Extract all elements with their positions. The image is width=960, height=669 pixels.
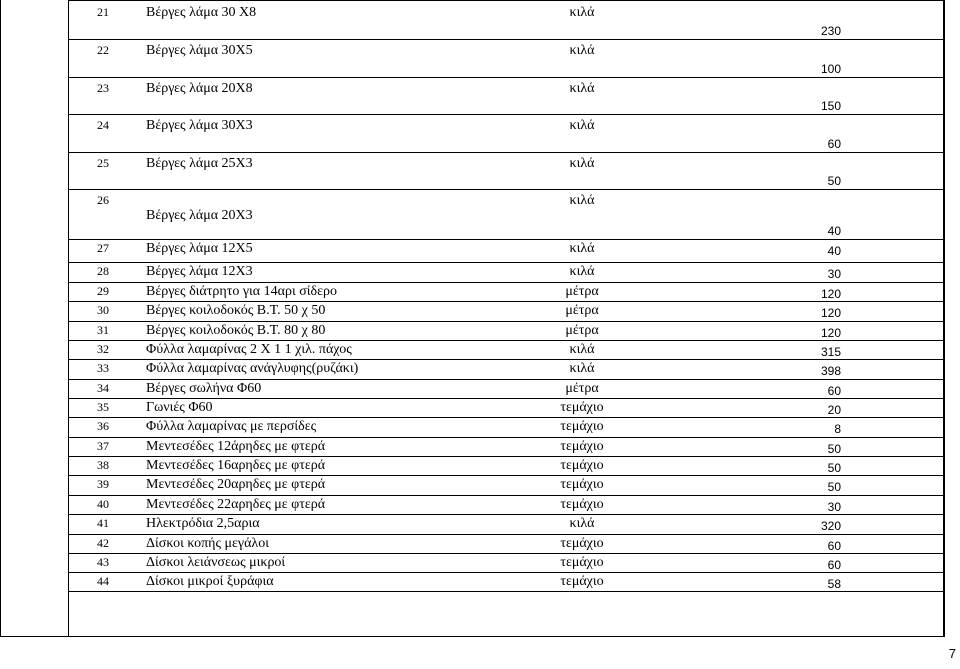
- item-description: Δίσκοι κοπής μεγάλοι: [146, 536, 269, 551]
- row-number: 35: [97, 400, 109, 414]
- table-row: [0, 535, 943, 554]
- item-unit: κιλά: [569, 43, 595, 58]
- table-row: [0, 153, 943, 190]
- item-unit: μέτρα: [565, 381, 599, 396]
- table-row: [0, 515, 943, 535]
- row-number: 27: [97, 241, 109, 255]
- item-quantity: 50: [827, 442, 841, 456]
- table-row: [0, 360, 943, 380]
- row-number: 33: [97, 361, 109, 375]
- item-quantity: 150: [820, 99, 841, 113]
- item-unit: τεμάχιο: [560, 497, 604, 512]
- table-row: [0, 40, 943, 78]
- item-description: Δίσκοι μικροί ξυράφια: [146, 574, 274, 589]
- row-number: 38: [97, 458, 109, 472]
- item-quantity: 60: [827, 558, 841, 572]
- table-row: [0, 263, 943, 283]
- item-quantity: 100: [820, 62, 841, 76]
- table-row: [0, 302, 943, 322]
- item-quantity: 40: [827, 244, 841, 258]
- item-quantity: 60: [827, 539, 841, 553]
- row-number: 34: [97, 381, 109, 395]
- item-quantity: 8: [834, 422, 841, 436]
- item-unit: τεμάχιο: [560, 536, 604, 551]
- row-number: 40: [97, 497, 109, 511]
- item-unit: κιλά: [569, 264, 595, 279]
- row-number: 22: [97, 43, 109, 57]
- item-unit: κιλά: [569, 156, 595, 171]
- table-row: [0, 496, 943, 515]
- page-number: 7: [948, 646, 956, 661]
- row-number: 29: [97, 284, 109, 298]
- item-description: Βέργες λάμα 25Χ3: [146, 156, 253, 171]
- table-row: [0, 240, 943, 263]
- item-quantity: 58: [827, 577, 841, 591]
- item-quantity: 315: [820, 345, 841, 359]
- item-unit: τεμάχιο: [560, 439, 604, 454]
- item-quantity: 60: [827, 137, 841, 151]
- item-unit: τεμάχιο: [560, 400, 604, 415]
- item-description: Βέργες σωλήνα Φ60: [146, 381, 262, 396]
- item-quantity: 398: [820, 364, 841, 378]
- table-row: [0, 2, 943, 40]
- table-row: [0, 418, 943, 438]
- item-quantity: 120: [820, 326, 841, 340]
- item-unit: τεμάχιο: [560, 477, 604, 492]
- table-row: [0, 457, 943, 476]
- item-description: Βέργες λάμα 30 Χ8: [146, 5, 257, 20]
- item-unit: κιλά: [569, 342, 595, 357]
- table-row: [0, 78, 943, 115]
- row-divider: [68, 591, 944, 592]
- item-quantity: 120: [820, 306, 841, 320]
- table-row: [0, 476, 943, 496]
- item-quantity: 50: [827, 174, 841, 188]
- item-description: Βέργες λάμα 20Χ3: [146, 208, 253, 223]
- table-row: [0, 573, 943, 592]
- item-description: Μεντεσέδες 20αρηδες με φτερά: [146, 477, 326, 492]
- row-number: 43: [97, 555, 109, 569]
- item-description: Βέργες λάμα 30Χ3: [146, 118, 253, 133]
- item-quantity: 50: [827, 461, 841, 475]
- item-unit: μέτρα: [565, 284, 599, 299]
- row-number: 28: [97, 264, 109, 278]
- row-number: 23: [97, 81, 109, 95]
- table-row: [0, 341, 943, 360]
- table-row: [0, 283, 943, 302]
- row-number: 42: [97, 536, 109, 550]
- item-quantity: 320: [820, 519, 841, 533]
- table-row: [0, 380, 943, 399]
- item-quantity: 60: [827, 384, 841, 398]
- row-number: 32: [97, 342, 109, 356]
- row-number: 21: [97, 5, 109, 19]
- row-number: 37: [97, 439, 109, 453]
- column-divider: [943, 0, 944, 636]
- row-number: 36: [97, 419, 109, 433]
- item-description: Ηλεκτρόδια 2,5αρια: [146, 516, 260, 531]
- item-quantity: 40: [827, 224, 841, 238]
- item-quantity: 30: [827, 267, 841, 281]
- item-description: Βέργες λάμα 12Χ5: [146, 241, 253, 256]
- row-number: 26: [97, 193, 109, 207]
- row-number: 30: [97, 303, 109, 317]
- item-unit: μέτρα: [565, 303, 599, 318]
- item-unit: κιλά: [569, 241, 595, 256]
- item-unit: τεμάχιο: [560, 555, 604, 570]
- item-description: Φύλλα λαμαρίνας ανάγλυφης(ρυζάκι): [146, 361, 359, 376]
- table-row: [0, 190, 943, 240]
- table-row: [0, 115, 943, 153]
- row-number: 41: [97, 516, 109, 530]
- item-description: Βέργες κοιλοδοκός Β.Τ. 50 χ 50: [146, 303, 326, 318]
- item-quantity: 120: [820, 287, 841, 301]
- table-row: [0, 399, 943, 418]
- item-unit: μέτρα: [565, 323, 599, 338]
- table-row: [0, 322, 943, 341]
- item-quantity: 30: [827, 500, 841, 514]
- row-divider: [68, 0, 944, 1]
- item-unit: τεμάχιο: [560, 458, 604, 473]
- item-description: Βέργες κοιλοδοκός Β.Τ. 80 χ 80: [146, 323, 326, 338]
- table-row: [0, 554, 943, 573]
- row-number: 25: [97, 156, 109, 170]
- item-quantity: 20: [827, 403, 841, 417]
- row-number: 39: [97, 477, 109, 491]
- item-quantity: 230: [820, 24, 841, 38]
- item-description: Μεντεσέδες 16αρηδες με φτερά: [146, 458, 326, 473]
- item-unit: τεμάχιο: [560, 574, 604, 589]
- row-number: 44: [97, 574, 109, 588]
- table-row: [0, 438, 943, 457]
- item-unit: κιλά: [569, 118, 595, 133]
- item-unit: κιλά: [569, 361, 595, 376]
- item-description: Βέργες λάμα 30Χ5: [146, 43, 253, 58]
- item-unit: τεμάχιο: [560, 419, 604, 434]
- row-number: 31: [97, 323, 109, 337]
- item-description: Μεντεσέδες 12άρηδες με φτερά: [146, 439, 326, 454]
- item-unit: κιλά: [569, 516, 595, 531]
- row-number: 24: [97, 118, 109, 132]
- item-description: Δίσκοι λειάνσεως μικροί: [146, 555, 286, 570]
- item-unit: κιλά: [569, 193, 595, 208]
- item-unit: κιλά: [569, 5, 595, 20]
- item-description: Βέργες διάτρητο για 14αρι σίδερο: [146, 284, 337, 299]
- item-description: Φύλλα λαμαρίνας με περσίδες: [146, 419, 317, 434]
- item-description: Γωνιές Φ60: [146, 400, 213, 415]
- item-description: Βέργες λάμα 12Χ3: [146, 264, 253, 279]
- item-description: Φύλλα λαμαρίνας 2 Χ 1 1 χιλ. πάχος: [146, 342, 352, 357]
- item-description: Βέργες λάμα 20Χ8: [146, 81, 253, 96]
- item-unit: κιλά: [569, 81, 595, 96]
- item-quantity: 50: [827, 480, 841, 494]
- item-description: Μεντεσέδες 22αρηδες με φτερά: [146, 497, 326, 512]
